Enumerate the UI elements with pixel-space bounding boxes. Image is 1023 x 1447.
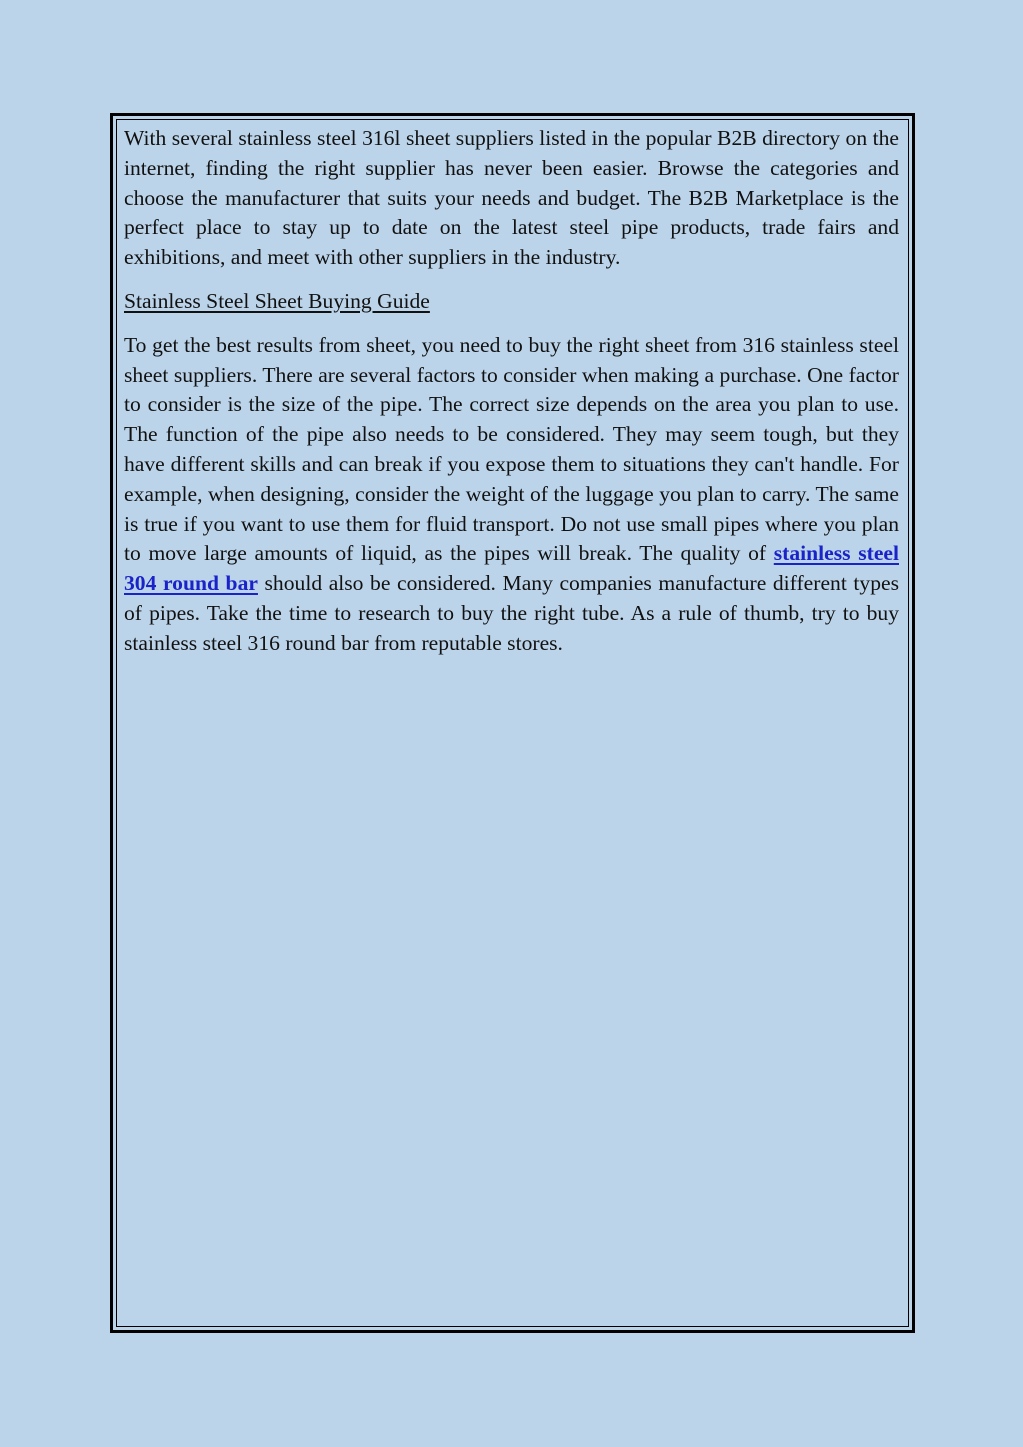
section-heading: Stainless Steel Sheet Buying Guide (124, 288, 430, 313)
document-body (124, 124, 899, 659)
paragraph-text-before-link: To get the best results from sheet, you need to buy the right sheet from 316 stainless steel sheet suppliers. There are several factors to consider when making a purchase. One factor to consider is the size of the pipe. The correct size depends on the area you plan to use. The function of the pipe also needs to be considered. They may seem tough, but they have different skills and can break if you expose them to situations they can't handle. For example, when designing, consider the weight of the luggage you plan to carry. The same is true if you want to use them for fluid transport. Do not use small pipes where you plan to move large amounts of liquid, as the pipes will break. The quality of (124, 332, 899, 566)
stainless-steel-304-round-bar-link[interactable]: stainless steel 304 round bar (124, 541, 899, 596)
buying-guide-paragraph (124, 331, 899, 659)
intro-paragraph: With several stainless steel 316l sheet suppliers listed in the popular B2B directory on the internet, finding the right supplier has never been easier. Browse the categories and choose the manufacturer that suits your needs and budget. The B2B Marketplace is the perfect place to stay up to date on the latest steel pipe products, trade fairs and exhibitions, and meet with other suppliers in the industry. (124, 126, 899, 270)
paragraph-text-after-link: should also be considered. Many companies manufacture different types of pipes. Take the time to research to buy the right tube. As a rule of thumb, try to buy stainless steel 316 round bar from reputable stores. (124, 571, 899, 655)
